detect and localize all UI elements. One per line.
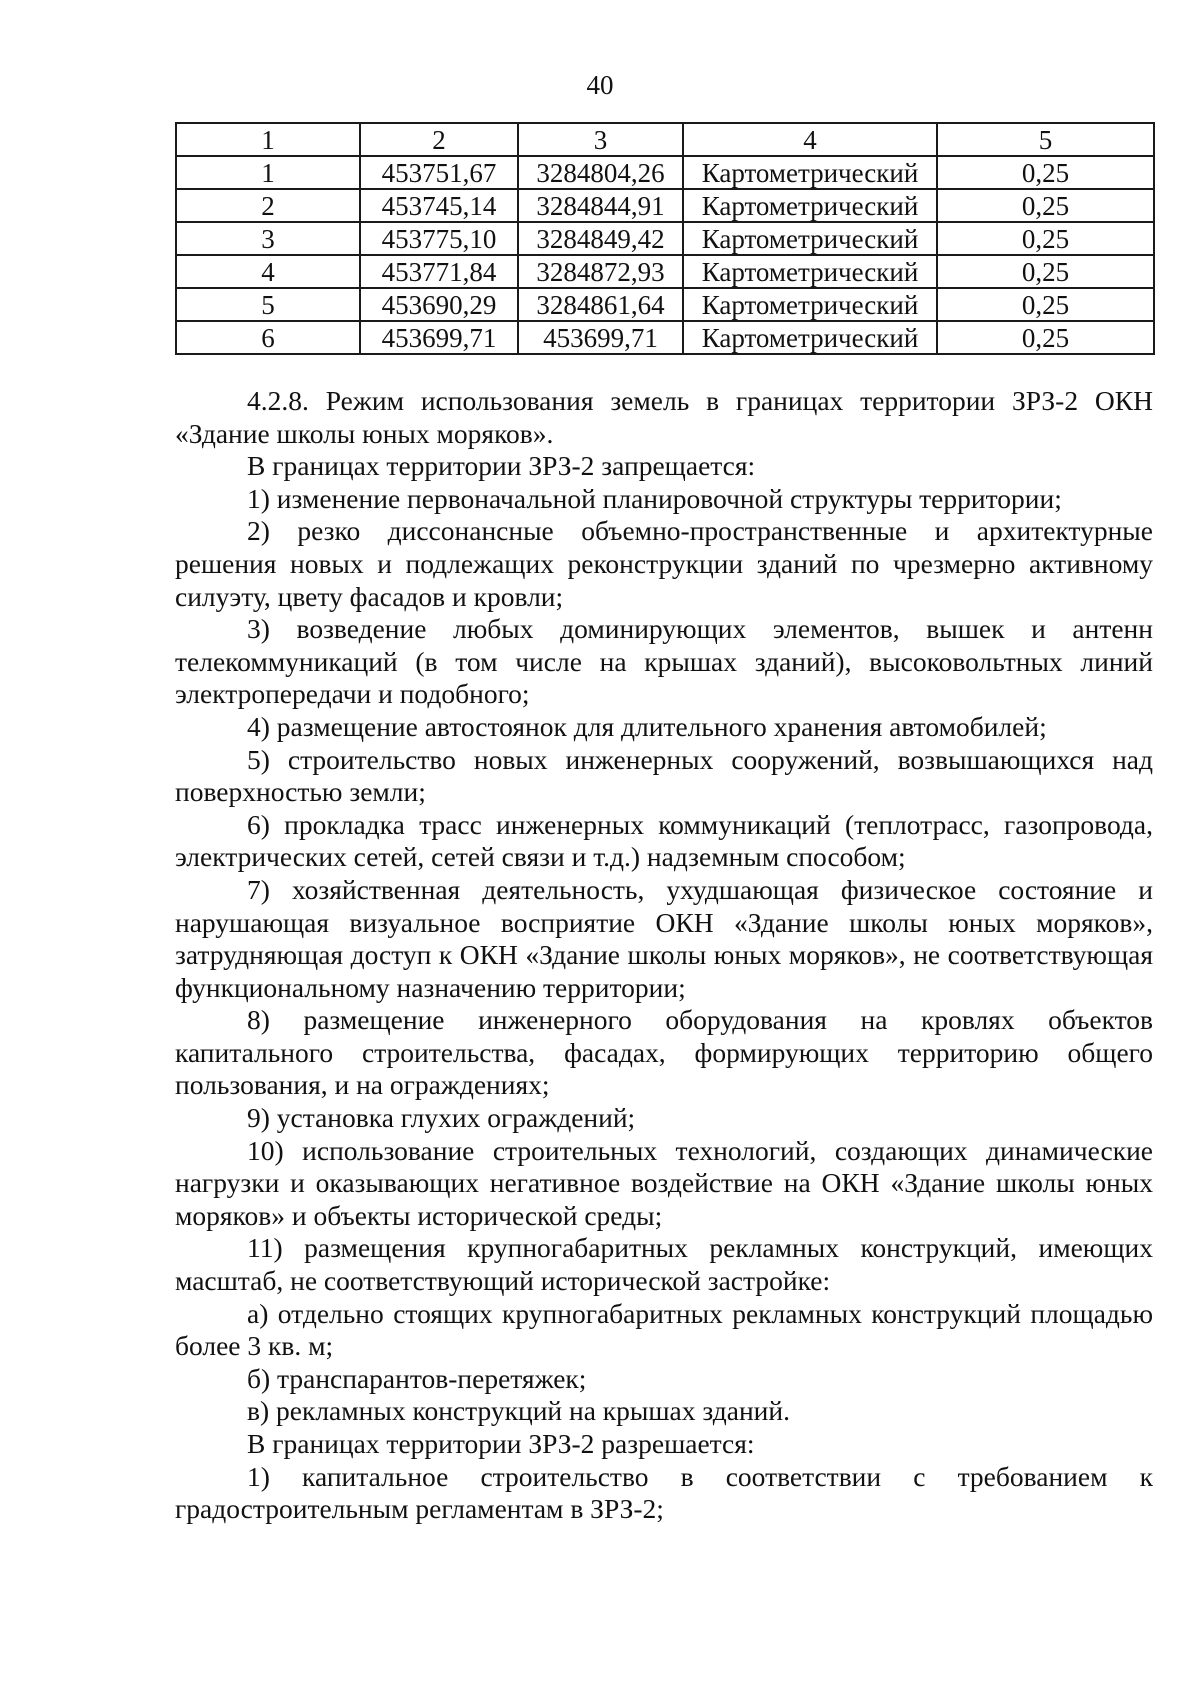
list-item-paragraph: 7) хозяйственная деятельность, ухудшающая физическое состояние и нарушающая визуальное восприятие ОКН «Здание школы юных моряков», затрудняющая доступ к ОКН «Здание школы юных моряков», не соответствующая функциональному назначению территории; [175, 873, 1153, 1003]
list-item-paragraph: 1) капитальное строительство в соответствии с требованием к градостроительным регламентам в ЗРЗ-2; [175, 1460, 1153, 1525]
table-row [176, 321, 1154, 354]
list-item-paragraph: 5) строительство новых инженерных сооружений, возвышающихся над поверхностью земли; [175, 743, 1153, 808]
point-number-cell: 6 [176, 321, 360, 354]
x-coordinate-cell: 453751,67 [360, 156, 518, 189]
y-coordinate-cell: 3284844,91 [518, 189, 683, 222]
method-cell: Картометрический [683, 189, 937, 222]
list-item-paragraph: 1) изменение первоначальной планировочной структуры территории; [247, 482, 1062, 514]
list-item-paragraph: 3) возведение любых доминирующих элементов, вышек и антенн телекоммуникаций (в том числе на крышах зданий), высоковольтных линий электропередачи и подобного; [175, 613, 1153, 710]
sub-item-paragraph: в) рекламных конструкций на крышах зданий. [247, 1395, 790, 1427]
document-body [175, 385, 1153, 1526]
x-coordinate-cell: 453771,84 [360, 255, 518, 288]
table-row [176, 156, 1154, 189]
x-coordinate-cell: 453699,71 [360, 321, 518, 354]
coordinates-table [175, 122, 1155, 355]
header-cell: 4 [683, 123, 937, 156]
page-number: 40 [586, 70, 614, 100]
x-coordinate-cell: 453775,10 [360, 222, 518, 255]
point-number-cell: 5 [176, 288, 360, 321]
accuracy-cell: 0,25 [937, 222, 1154, 255]
list-item-paragraph: 11) размещения крупногабаритных рекламных конструкций, имеющих масштаб, не соответствующий исторической застройке: [175, 1232, 1153, 1297]
sub-item-paragraph: а) отдельно стоящих крупногабаритных рекламных конструкций площадью более 3 кв. м; [175, 1297, 1153, 1362]
list-item-paragraph: 6) прокладка трасс инженерных коммуникаций (теплотрасс, газопровода, электрических сетей, сетей связи и т.д.) надземным способом; [175, 808, 1153, 873]
permitted-intro-paragraph: В границах территории ЗРЗ-2 разрешается: [247, 1428, 755, 1459]
sub-item-paragraph: б) транспарантов-перетяжек; [247, 1362, 587, 1394]
list-item-paragraph: 10) использование строительных технологий, создающих динамические нагрузки и оказывающих негативное воздействие на ОКН «Здание школы юных моряков» и объекты исторической среды; [175, 1134, 1153, 1231]
x-coordinate-cell: 453690,29 [360, 288, 518, 321]
method-cell: Картометрический [683, 288, 937, 321]
method-cell: Картометрический [683, 321, 937, 354]
accuracy-cell: 0,25 [937, 288, 1154, 321]
header-cell: 2 [360, 123, 518, 156]
list-item-paragraph: 4) размещение автостоянок для длительного хранения автомобилей; [247, 710, 1047, 742]
point-number-cell: 1 [176, 156, 360, 189]
accuracy-cell: 0,25 [937, 255, 1154, 288]
method-cell: Картометрический [683, 222, 937, 255]
table-row [176, 255, 1154, 288]
accuracy-cell: 0,25 [937, 189, 1154, 222]
x-coordinate-cell: 453745,14 [360, 189, 518, 222]
y-coordinate-cell: 3284804,26 [518, 156, 683, 189]
point-number-cell: 4 [176, 255, 360, 288]
accuracy-cell: 0,25 [937, 156, 1154, 189]
header-cell: 5 [937, 123, 1154, 156]
y-coordinate-cell: 3284872,93 [518, 255, 683, 288]
header-cell: 1 [176, 123, 360, 156]
y-coordinate-cell: 3284861,64 [518, 288, 683, 321]
list-item-paragraph: 2) резко диссонансные объемно-пространственные и архитектурные решения новых и подлежащих реконструкции зданий по чрезмерно активному силуэту, цвету фасадов и кровли; [175, 515, 1153, 612]
point-number-cell: 3 [176, 222, 360, 255]
method-cell: Картометрический [683, 156, 937, 189]
list-item-paragraph: 8) размещение инженерного оборудования на кровлях объектов капитального строительства, фасадах, формирующих территорию общего пользования, и на ограждениях; [175, 1004, 1153, 1101]
prohibited-intro-paragraph: В границах территории ЗРЗ-2 запрещается: [247, 450, 756, 482]
y-coordinate-cell: 453699,71 [518, 321, 683, 354]
method-cell: Картометрический [683, 255, 937, 288]
y-coordinate-cell: 3284849,42 [518, 222, 683, 255]
table-header-row [176, 123, 1154, 156]
table-row [176, 222, 1154, 255]
section-heading-paragraph: 4.2.8. Режим использования земель в границах территории ЗРЗ-2 ОКН «Здание школы юных моряков». [175, 385, 1153, 449]
point-number-cell: 2 [176, 189, 360, 222]
list-item-paragraph: 9) установка глухих ограждений; [247, 1102, 636, 1134]
table-row [176, 189, 1154, 222]
accuracy-cell: 0,25 [937, 321, 1154, 354]
header-cell: 3 [518, 123, 683, 156]
table-row [176, 288, 1154, 321]
